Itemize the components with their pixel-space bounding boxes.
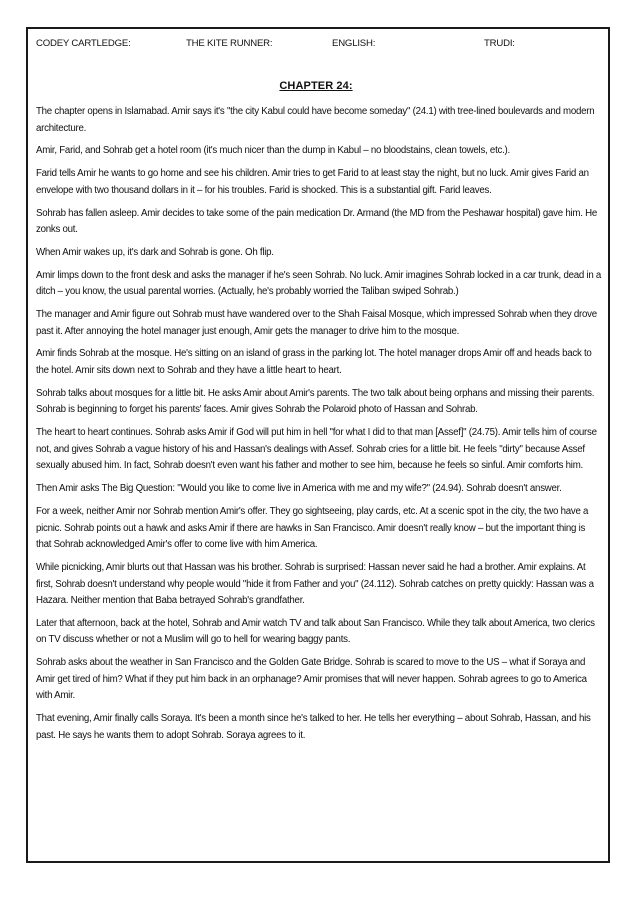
paragraph: Then Amir asks The Big Question: "Would you like to come live in America with me and my wife?" (24.94). Sohrab doesn't answer. (36, 483, 562, 495)
paragraph: Amir limps down to the front desk and asks the manager if he's seen Sohrab. No luck. Amir imagines Sohrab locked in a car trunk, dead in a ditch – you know, the usual parental worries. (Actually, he's probably worried the Taliban swiped Sohrab.) (36, 269, 602, 298)
paragraph: Sohrab has fallen asleep. Amir decides to take some of the pain medication Dr. Armand (the MD from the Peshawar hospital) gave him. He zonks out. (36, 207, 597, 236)
paragraph: Farid tells Amir he wants to go home and see his children. Amir tries to get Farid to at least stay the night, but no luck. Amir gives Farid an envelope with two thousand dollars in it – for his troubles. Farid is shocked. This is a substantial gift. Farid leaves. (36, 168, 589, 196)
paragraph: For a week, neither Amir nor Sohrab mention Amir's offer. They go sightseeing, play cards, etc. At a scenic spot in the city, the two have a picnic. Sohrab points out a hawk and asks Amir if there are hawks in San Francisco. Amir doesn't really know – but the important thing is that Sohrab acknowledged Amir's offer to come live with him America. (36, 505, 589, 551)
paragraph: Sohrab asks about the weather in San Francisco and the Golden Gate Bridge. Sohrab is scared to move to the US – what if Soraya and Amir get tired of him? What if they put him back in an orphanage? Amir promises that will never happen. Sohrab agrees to go to America with Amir. (36, 657, 587, 702)
paragraph: While picnicking, Amir blurts out that Hassan was his brother. Sohrab is surprised: Hassan never said he had a brother. Amir explains. At first, Sohrab doesn't understand why people would "hide it from Father and you" (24.112). Sohrab catches on pretty quickly: Hassan was a Hazara. Neither mention that Baba betrayed Sohrab's grandfather. (36, 561, 594, 607)
chapter-summary (36, 104, 602, 751)
paragraph: The heart to heart continues. Sohrab asks Amir if God will put him in hell "for what I did to that man [Assef]" (24.75). Amir tells him of course not, and gives Sohrab a vague history of his and Hassan's dealings with Assef. Sohrab cries for a little bit. He feels "dirty" because Assef sexually abused him. In fact, Sohrab doesn't even want his father and mother to see him, because he feels so sinful. Amir comforts him. (36, 427, 597, 472)
book-title: THE KITE RUNNER: (186, 38, 273, 49)
document-header (36, 38, 596, 54)
paragraph: The manager and Amir figure out Sohrab must have wandered over to the Shah Faisal Mosque, which impressed Sohrab when they drove past it. After annoying the hotel manager just enough, Amir gets the manager to drive him to the mosque. (36, 309, 597, 337)
paragraph: That evening, Amir finally calls Soraya. It's been a month since he's talked to her. He tells her everything – about Sohrab, Hassan, and his past. He says he wants them to adopt Sohrab. Soraya agrees to it. (36, 713, 591, 741)
subject-label: ENGLISH: (332, 38, 376, 49)
paragraph: Sohrab talks about mosques for a little bit. He asks Amir about Amir's parents. The two talk about being orphans and missing their parents. Sohrab is beginning to forget his parents' faces. Amir gives Sohrab the Polaroid photo of Hassan and Sohrab. (36, 387, 595, 416)
chapter-title: CHAPTER 24: (279, 80, 353, 92)
paragraph: Amir, Farid, and Sohrab get a hotel room (it's much nicer than the dump in Kabul – no bloodstains, clean towels, etc.). (36, 145, 510, 157)
student-name: CODEY CARTLEDGE: (36, 38, 131, 49)
paragraph: The chapter opens in Islamabad. Amir says it's "the city Kabul could have become someday" (24.1) with tree-lined boulevards and modern architecture. (36, 106, 595, 134)
paragraph: When Amir wakes up, it's dark and Sohrab is gone. Oh flip. (36, 246, 274, 258)
paragraph: Amir finds Sohrab at the mosque. He's sitting on an island of grass in the parking lot. The hotel manager drops Amir off and heads back to the hotel. Amir sits down next to Sohrab and they have a little heart to heart. (36, 348, 592, 377)
paragraph: Later that afternoon, back at the hotel, Sohrab and Amir watch TV and talk about San Francisco. While they talk about America, two clerics on TV discuss whether or not a Muslim will go to hell for wearing baggy pants. (36, 617, 595, 646)
teacher-name: TRUDI: (484, 38, 515, 49)
